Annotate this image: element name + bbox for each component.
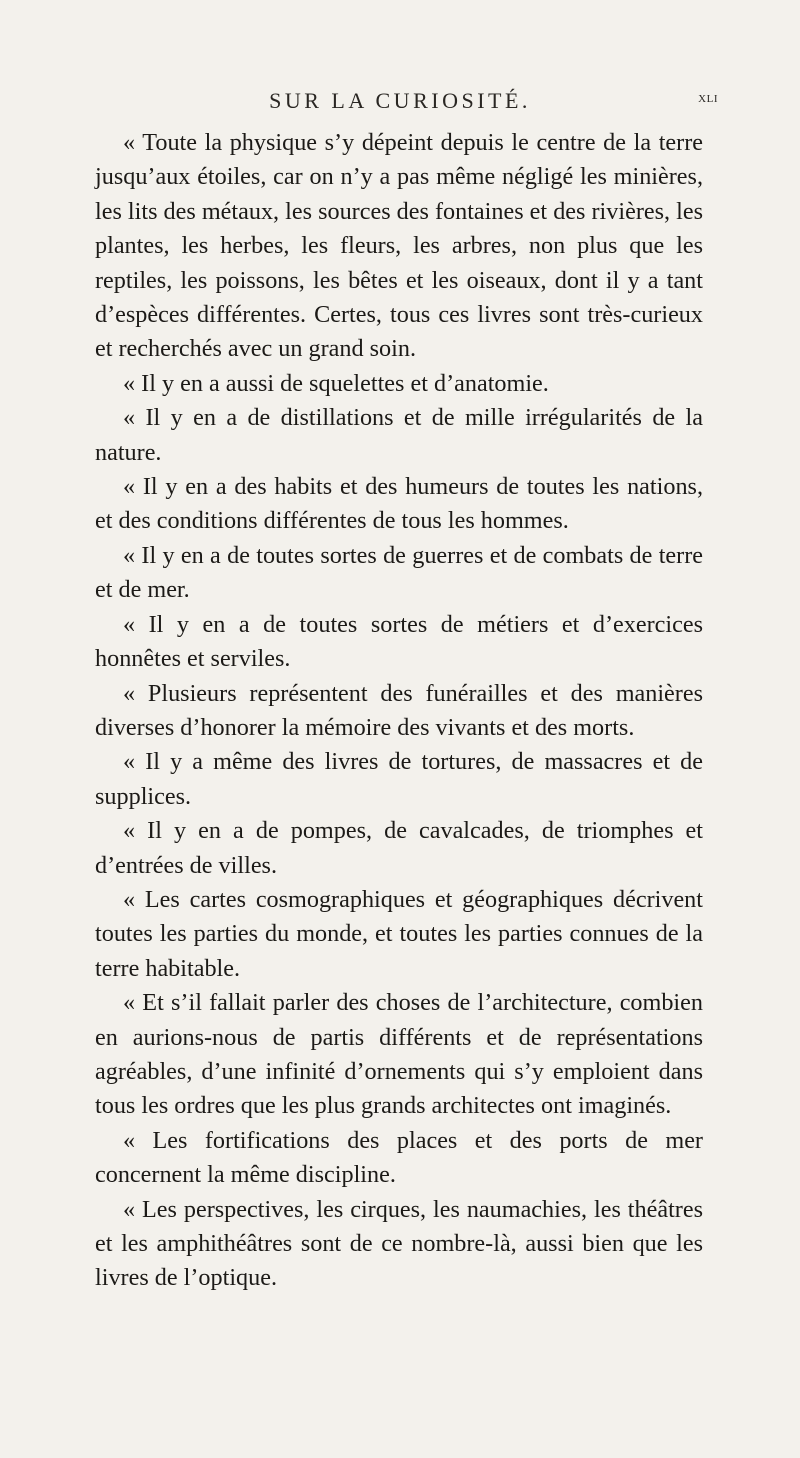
running-head: [0, 88, 800, 118]
paragraph: « Il y en a aussi de squelettes et d’anatomie.: [123, 369, 549, 397]
running-title: SUR LA CURIOSITÉ.: [269, 88, 531, 113]
paragraph: « Il y en a de toutes sortes de guerres et de combats de terre et de mer.: [95, 541, 703, 604]
page-number: xli: [698, 90, 718, 106]
paragraph: « Toute la physique s’y dépeint depuis le centre de la terre jusqu’aux étoiles, car on n’y a pas même négligé les minières, les lits des métaux, les sources des fontaines et des rivières, les plantes, les herbes, les fleurs, les arbres, non plus que les reptiles, les poissons, les bêtes et les oiseaux, dont il y a tant d’espèces différentes. Certes, tous ces livres sont très-curieux et recherchés avec un grand soin.: [95, 129, 703, 363]
paragraph: « Les fortifications des places et des ports de mer concernent la même discipline.: [95, 1126, 703, 1189]
paragraph: « Les cartes cosmographiques et géographiques décrivent toutes les parties du monde, et toutes les parties connues de la terre habitable.: [95, 885, 703, 982]
paragraph: « Il y en a de toutes sortes de métiers et d’exercices honnêtes et serviles.: [95, 610, 703, 673]
paragraph: « Plusieurs représentent des funérailles et des manières diverses d’honorer la mémoire des vivants et des morts.: [95, 679, 703, 741]
paragraph: « Il y en a des habits et des humeurs de toutes les nations, et des conditions différentes de tous les hommes.: [95, 473, 703, 535]
paragraph: « Et s’il fallait parler des choses de l’architecture, combien en aurions-nous de partis différents et de représentations agréables, d’une infinité d’ornements qui s’y emploient dans tous les ordres que les plus grands architectes ont imaginés.: [95, 989, 703, 1120]
paragraph: « Il y en a de pompes, de cavalcades, de triomphes et d’entrées de villes.: [95, 817, 703, 879]
paragraph: « Les perspectives, les cirques, les naumachies, les théâtres et les amphithéâtres sont de ce nombre-là, aussi bien que les livres de l’optique.: [95, 1195, 703, 1292]
paragraph: « Il y en a de distillations et de mille irrégularités de la nature.: [95, 404, 703, 466]
body-text: [95, 126, 703, 1296]
paragraph: « Il y a même des livres de tortures, de massacres et de supplices.: [95, 748, 703, 810]
